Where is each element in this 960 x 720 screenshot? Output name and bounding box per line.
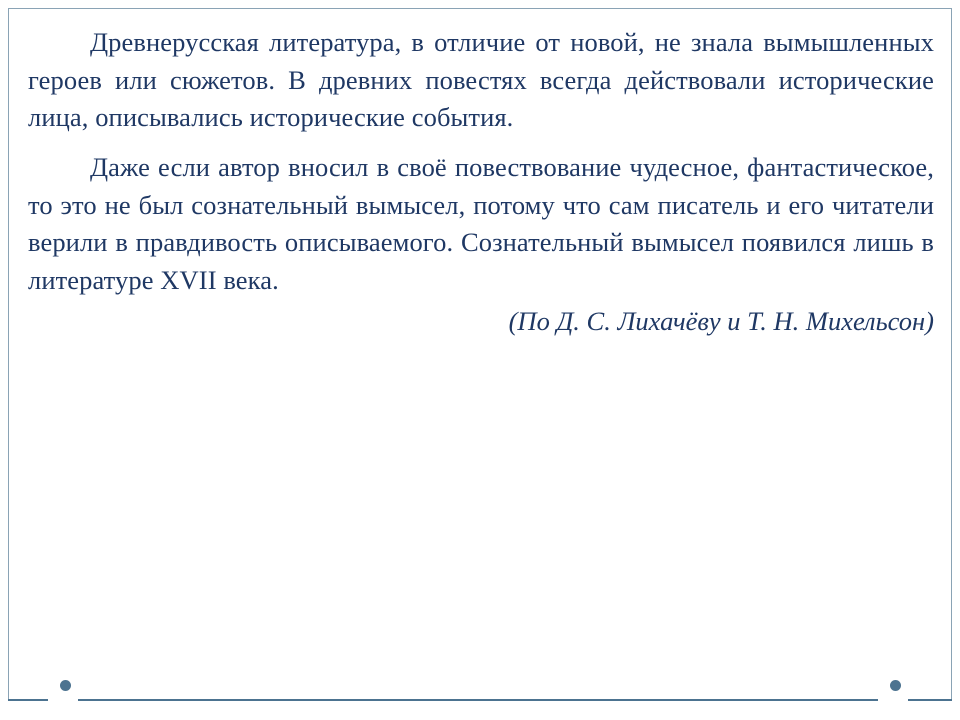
slide-body bbox=[28, 24, 934, 341]
frame-left-border bbox=[8, 8, 9, 700]
frame-right-border bbox=[951, 8, 952, 700]
frame-bottom-right-rule bbox=[908, 699, 952, 701]
frame-bottom-middle-rule bbox=[78, 699, 878, 701]
attribution-line: (По Д. С. Лихачёву и Т. Н. Михельсон) bbox=[508, 306, 934, 337]
frame-bottom-left-rule bbox=[8, 699, 48, 701]
body-paragraph-2: Даже если автор вносил в своё повествование чудесное, фантастическое, то это не был сознательный вымысел, потому что сам писатель и его читатели верили в правдивость описываемого. Сознательный вымысел появился лишь в литературе XVII века. bbox=[28, 151, 934, 295]
decorative-dot-right-icon bbox=[890, 680, 901, 691]
frame-top-border bbox=[8, 8, 952, 9]
body-paragraph-1: Древнерусская литература, в отличие от новой, не знала вымышленных героев или сюжетов. В древних повестях всегда действовали исторические лица, описывались исторические события. bbox=[28, 27, 934, 133]
decorative-dot-left-icon bbox=[60, 680, 71, 691]
